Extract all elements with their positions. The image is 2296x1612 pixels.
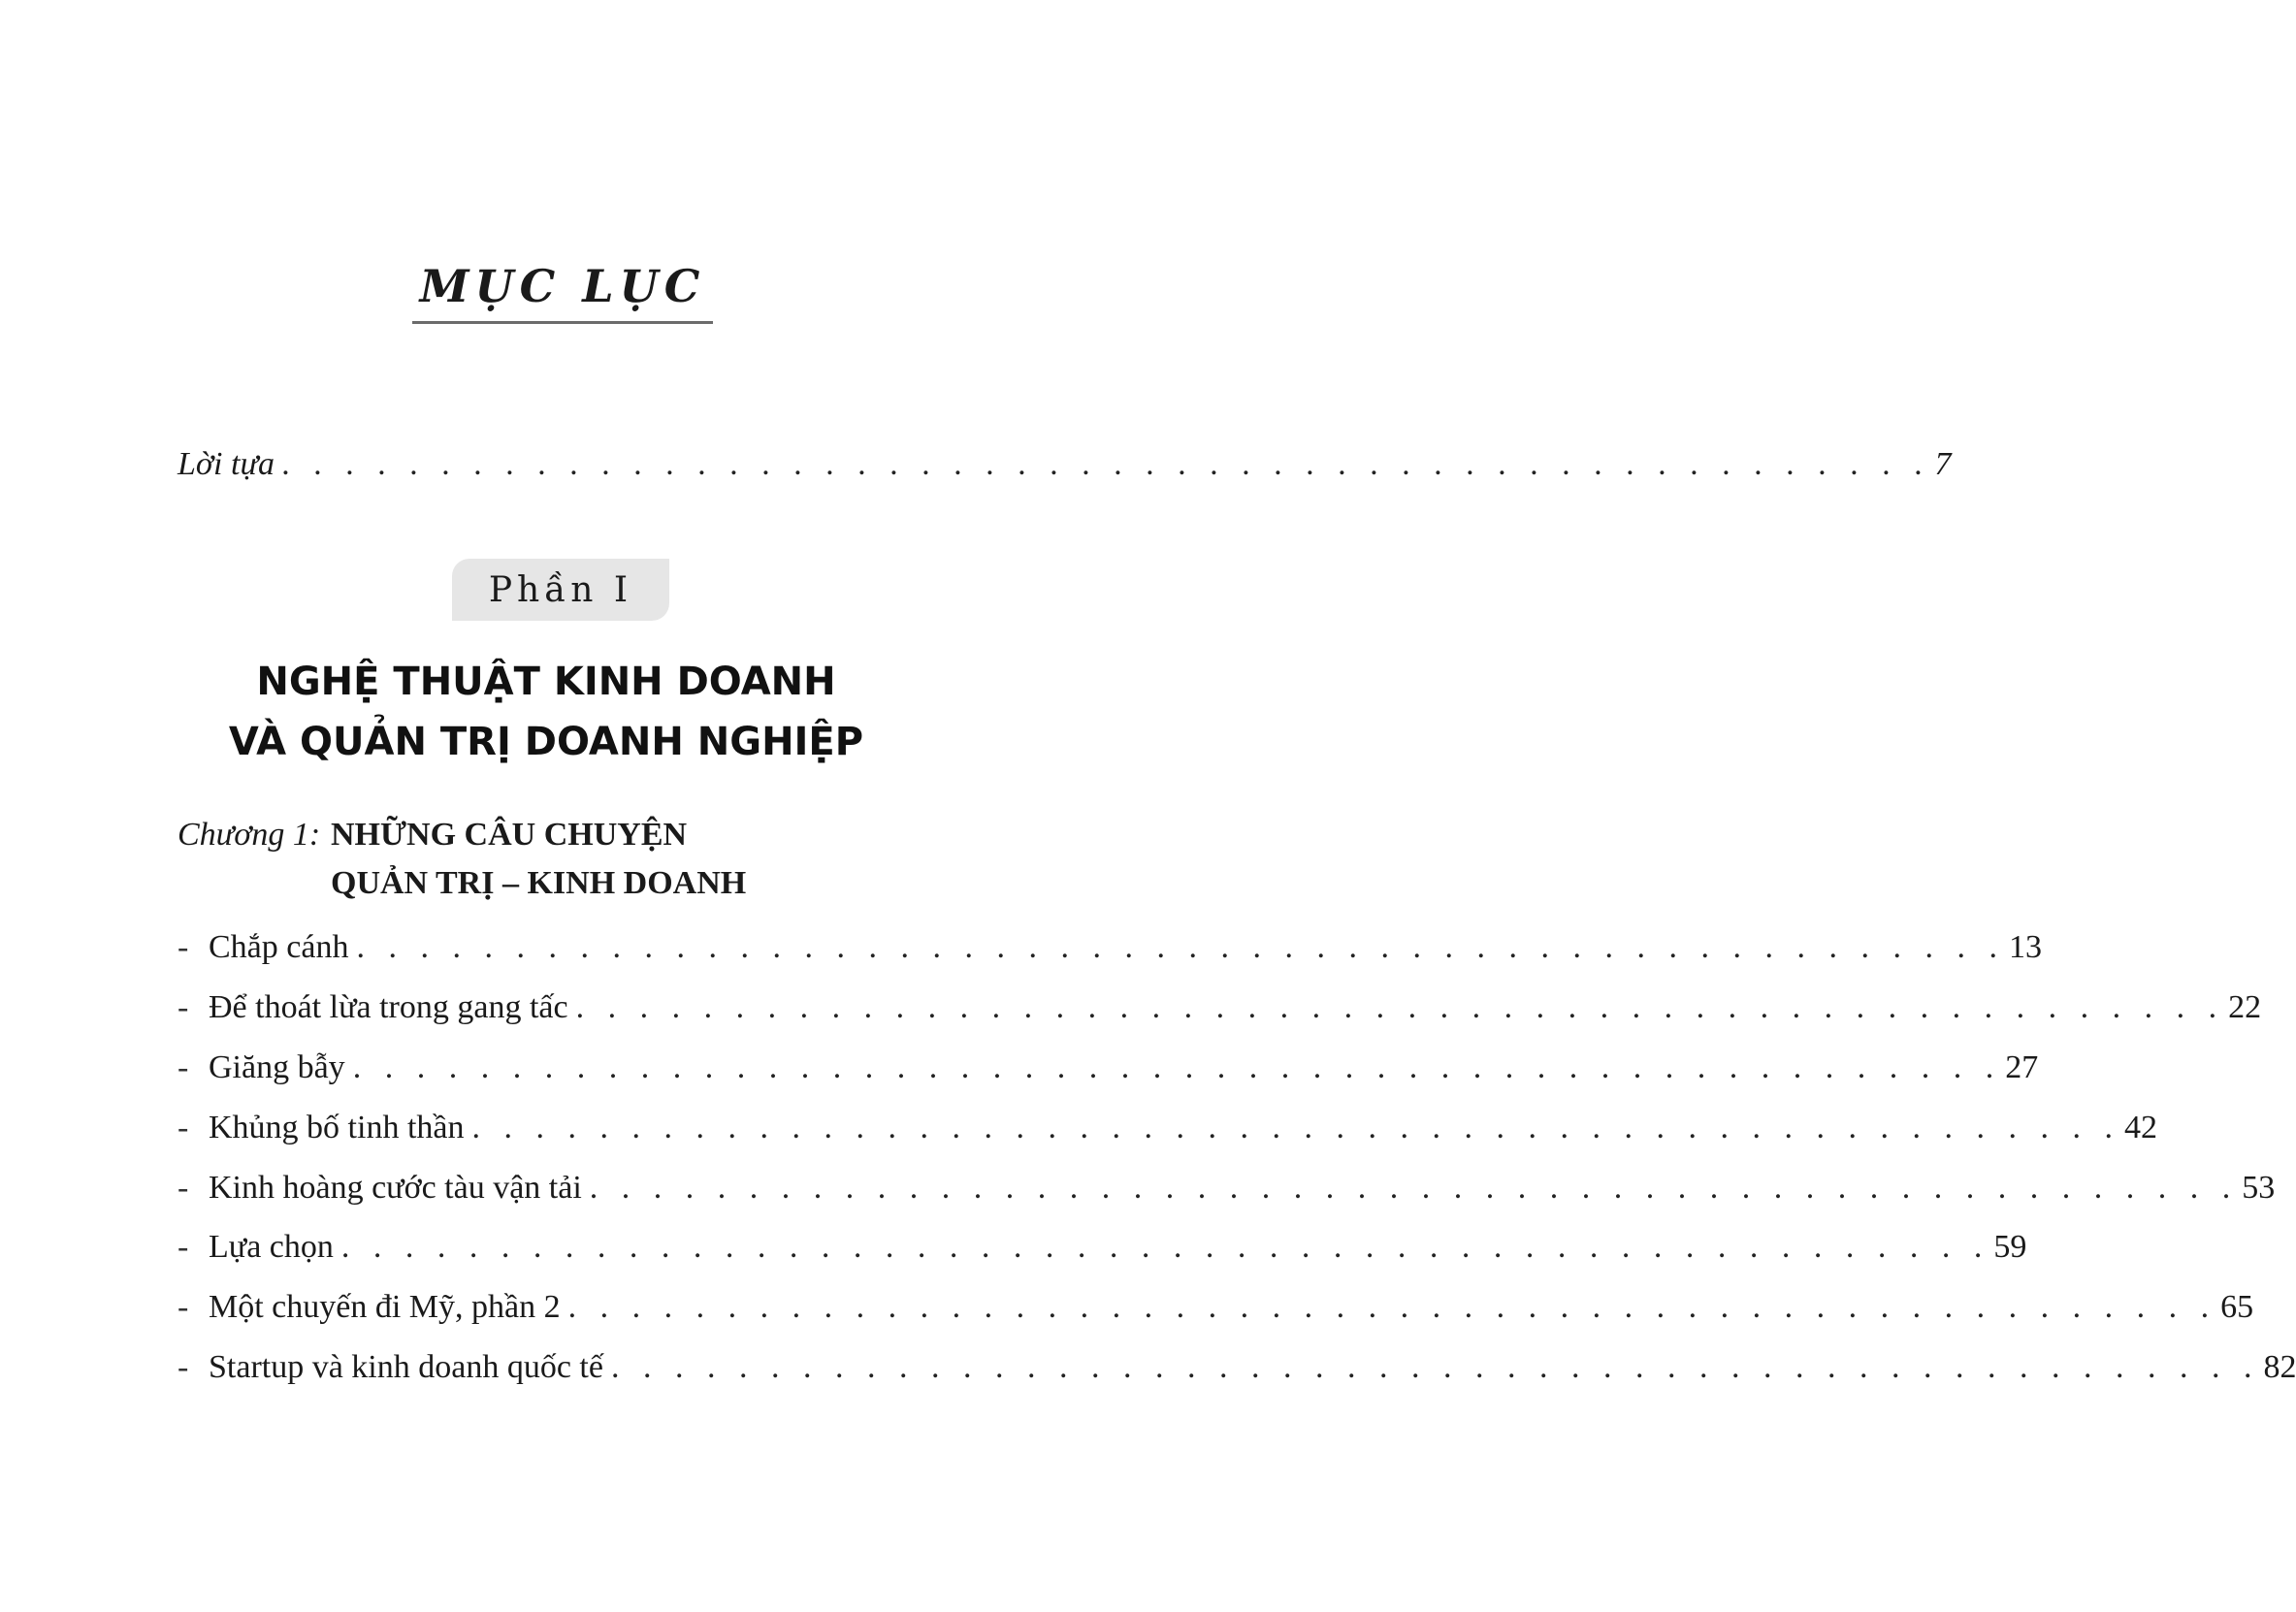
list-dash: -	[178, 1170, 189, 1206]
toc-entry[interactable]	[178, 1048, 2039, 1088]
toc-entry-page: 27	[2005, 1049, 2039, 1085]
toc-entry[interactable]	[178, 1347, 2296, 1388]
toc-entry-label: Giăng bẫy	[209, 1049, 345, 1085]
chapter-title-line-2: QUẢN TRỊ – KINH DOANH	[331, 865, 747, 901]
dot-leader: . . . . . . . . . . . . . . . . . . . . . . . . . . . . . . . . . . . . . . . . . . . . . . . . . . . .	[610, 1349, 2260, 1385]
toc-entry-page: 7	[1934, 446, 1952, 482]
toc-entry-page: 22	[2228, 989, 2262, 1025]
part-badge: Phần I	[452, 559, 669, 621]
toc-entry-page: 59	[1993, 1229, 2027, 1265]
part-title	[0, 652, 1092, 772]
list-dash: -	[178, 1289, 189, 1325]
page-title: MỤC LỤC	[419, 260, 706, 312]
toc-entry-page: 13	[2008, 929, 2042, 965]
toc-entry[interactable]	[178, 1287, 2254, 1328]
dot-leader: . . . . . . . . . . . . . . . . . . . . . . . . . . . . . . . . . . . . . . . . . . . . . . . . . . . .	[282, 446, 1931, 482]
dot-leader: . . . . . . . . . . . . . . . . . . . . . . . . . . . . . . . . . . . . . . . . . . . . . . . . . . . .	[356, 929, 2005, 965]
list-dash: -	[178, 989, 189, 1025]
list-dash: -	[178, 1349, 189, 1385]
chapter-title-line-1: NHỮNG CÂU CHUYỆN	[331, 817, 688, 853]
toc-entry-preface[interactable]	[178, 444, 1952, 485]
toc-entry-page: 65	[2220, 1289, 2254, 1325]
dot-leader: . . . . . . . . . . . . . . . . . . . . . . . . . . . . . . . . . . . . . . . . . . . . . . . . . . . .	[575, 989, 2225, 1025]
toc-entry[interactable]	[178, 1108, 2157, 1148]
list-dash: -	[178, 1110, 189, 1145]
toc-entry[interactable]	[178, 927, 2042, 968]
toc-entry[interactable]	[178, 987, 2262, 1028]
dot-leader: . . . . . . . . . . . . . . . . . . . . . . . . . . . . . . . . . . . . . . . . . . . . . . . . . . . .	[471, 1110, 2120, 1145]
part-title-line-1: NGHỆ THUẬT KINH DOANH	[256, 660, 836, 704]
toc-entry-label: Một chuyến đi Mỹ, phần 2	[209, 1289, 561, 1325]
toc-entry-page: 42	[2123, 1110, 2157, 1145]
list-dash: -	[178, 1049, 189, 1085]
chapter-title	[331, 811, 746, 908]
toc-entry-label: Để thoát lừa trong gang tấc	[209, 989, 568, 1025]
toc-entry-page: 82	[2263, 1349, 2296, 1385]
toc-entry-label: Lựa chọn	[209, 1229, 334, 1265]
toc-entry-page: 53	[2242, 1170, 2276, 1206]
part-title-line-2: VÀ QUẢN TRỊ DOANH NGHIỆP	[228, 720, 864, 764]
chapter-prefix: Chương 1:	[178, 817, 321, 853]
toc-entry-label: Chắp cánh	[209, 929, 349, 965]
title-underline	[412, 321, 713, 324]
toc-entry-label: Lời tựa	[178, 446, 275, 482]
dot-leader: . . . . . . . . . . . . . . . . . . . . . . . . . . . . . . . . . . . . . . . . . . . . . . . . . . . .	[589, 1170, 2239, 1206]
toc-entry-label: Khủng bố tinh thần	[209, 1110, 465, 1145]
dot-leader: . . . . . . . . . . . . . . . . . . . . . . . . . . . . . . . . . . . . . . . . . . . . . . . . . . . .	[352, 1049, 2002, 1085]
toc-entry-label: Startup và kinh doanh quốc tế	[209, 1349, 603, 1385]
list-dash: -	[178, 1229, 189, 1265]
dot-leader: . . . . . . . . . . . . . . . . . . . . . . . . . . . . . . . . . . . . . . . . . . . . . . . . . . . .	[567, 1289, 2217, 1325]
toc-entry[interactable]	[178, 1168, 2276, 1209]
toc-entry-label: Kinh hoàng cước tàu vận tải	[209, 1170, 582, 1206]
toc-entry[interactable]	[178, 1227, 2027, 1268]
list-dash: -	[178, 929, 189, 965]
dot-leader: . . . . . . . . . . . . . . . . . . . . . . . . . . . . . . . . . . . . . . . . . . . . . . . . . . . .	[340, 1229, 1990, 1265]
